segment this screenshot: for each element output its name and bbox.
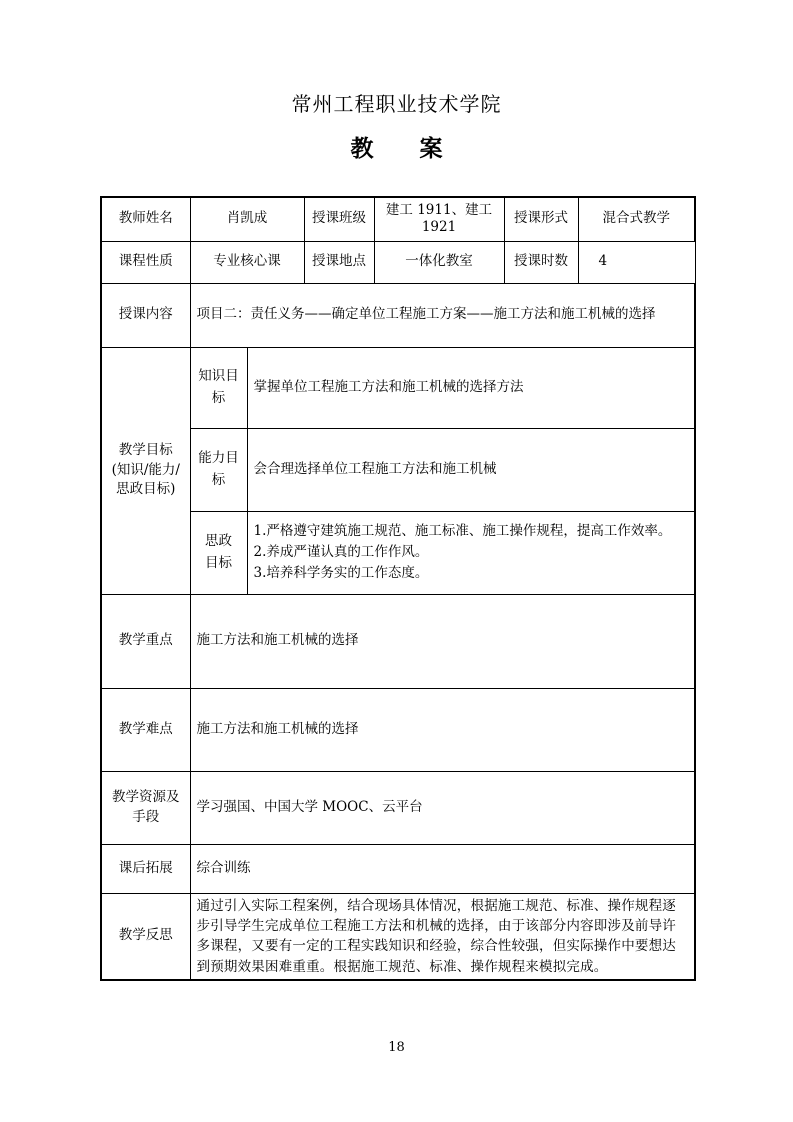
reflection-line: 通过引入实际工程案例，结合现场具体情况，根据施工规范、标准、操作规程逐: [196, 897, 676, 914]
title-char-1: 教: [350, 135, 374, 162]
content-value: 项目二：责任义务——确定单位工程施工方案——施工方法和施工机械的选择: [190, 283, 695, 347]
place-label: 授课地点: [304, 241, 374, 283]
ability-label-line-1: 能力目: [198, 449, 239, 466]
resources-label-line-1: 教学资源及: [112, 788, 180, 805]
class-value-line-2: 1921: [421, 219, 457, 236]
title-char-2: 案: [419, 135, 443, 162]
reflection-line: 步引导学生完成单位工程施工方法和机械的选择，由于该部分内容即涉及前导许: [196, 918, 676, 934]
form-label: 授课形式: [504, 197, 578, 241]
hours-value: 4: [578, 241, 695, 283]
class-value: [374, 197, 504, 241]
knowledge-value: 掌握单位工程施工方法和施工机械的选择方法: [247, 347, 695, 428]
document-title: [0, 130, 793, 163]
page-number: 18: [388, 1040, 405, 1055]
school-name: 常州工程职业技术学院: [291, 92, 502, 116]
objectives-label: [101, 347, 190, 594]
resources-label-line-2: 手段: [132, 808, 160, 825]
resources-value: 学习强国、中国大学 MOOC、云平台: [190, 771, 695, 844]
objectives-label-line-1: 教学目标: [118, 442, 173, 459]
knowledge-label: [190, 347, 247, 428]
class-value-line-1: 建工 1911、建工: [385, 201, 493, 218]
reflection-label: 教学反思: [101, 893, 190, 980]
knowledge-label-line-2: 标: [211, 389, 226, 406]
extension-value: 综合训练: [190, 844, 695, 893]
teacher-value: 肖凯成: [190, 197, 304, 241]
hours-label: 授课时数: [504, 241, 578, 283]
reflection-line: 到预期效果困难重重。根据施工规范、标准、操作规程来模拟完成。: [196, 958, 608, 975]
content-label: 授课内容: [101, 283, 190, 347]
ideology-label-line-1: 思政: [205, 532, 232, 549]
teacher-label: 教师姓名: [101, 197, 190, 241]
ideology-label-line-2: 目标: [205, 554, 232, 571]
ability-label-line-2: 标: [211, 471, 226, 488]
class-label: 授课班级: [304, 197, 374, 241]
place-value: 一体化教室: [374, 241, 504, 283]
form-value: 混合式教学: [578, 197, 695, 241]
objectives-label-line-3: 思政目标): [116, 481, 176, 498]
resources-label: [101, 771, 190, 844]
difficult-points-value: 施工方法和施工机械的选择: [190, 688, 695, 771]
ability-value: 会合理选择单位工程施工方法和施工机械: [247, 428, 695, 511]
ideology-item: 3.培养科学务实的工作态度。: [253, 564, 429, 581]
key-points-value: 施工方法和施工机械的选择: [190, 594, 695, 688]
difficult-points-label: 教学难点: [101, 688, 190, 771]
knowledge-label-line-1: 知识目: [198, 367, 239, 384]
objectives-label-line-2: (知识/能力/: [111, 461, 180, 478]
extension-label: 课后拓展: [101, 844, 190, 893]
key-points-label: 教学重点: [101, 594, 190, 688]
nature-label: 课程性质: [101, 241, 190, 283]
ability-label: [190, 428, 247, 511]
reflection-line: 多课程，又要有一定的工程实践知识和经验，综合性较强，但实际操作中要想达: [196, 938, 676, 955]
lesson-plan-table: [100, 196, 696, 981]
ideology-item: 1.严格遵守建筑施工规范、施工标准、施工操作规程，提高工作效率。: [253, 523, 672, 540]
ideology-value: [247, 511, 695, 594]
ideology-item: 2.养成严谨认真的工作作风。: [253, 544, 429, 561]
nature-value: 专业核心课: [190, 241, 304, 283]
ideology-label: [190, 511, 247, 594]
reflection-value: [190, 893, 695, 980]
